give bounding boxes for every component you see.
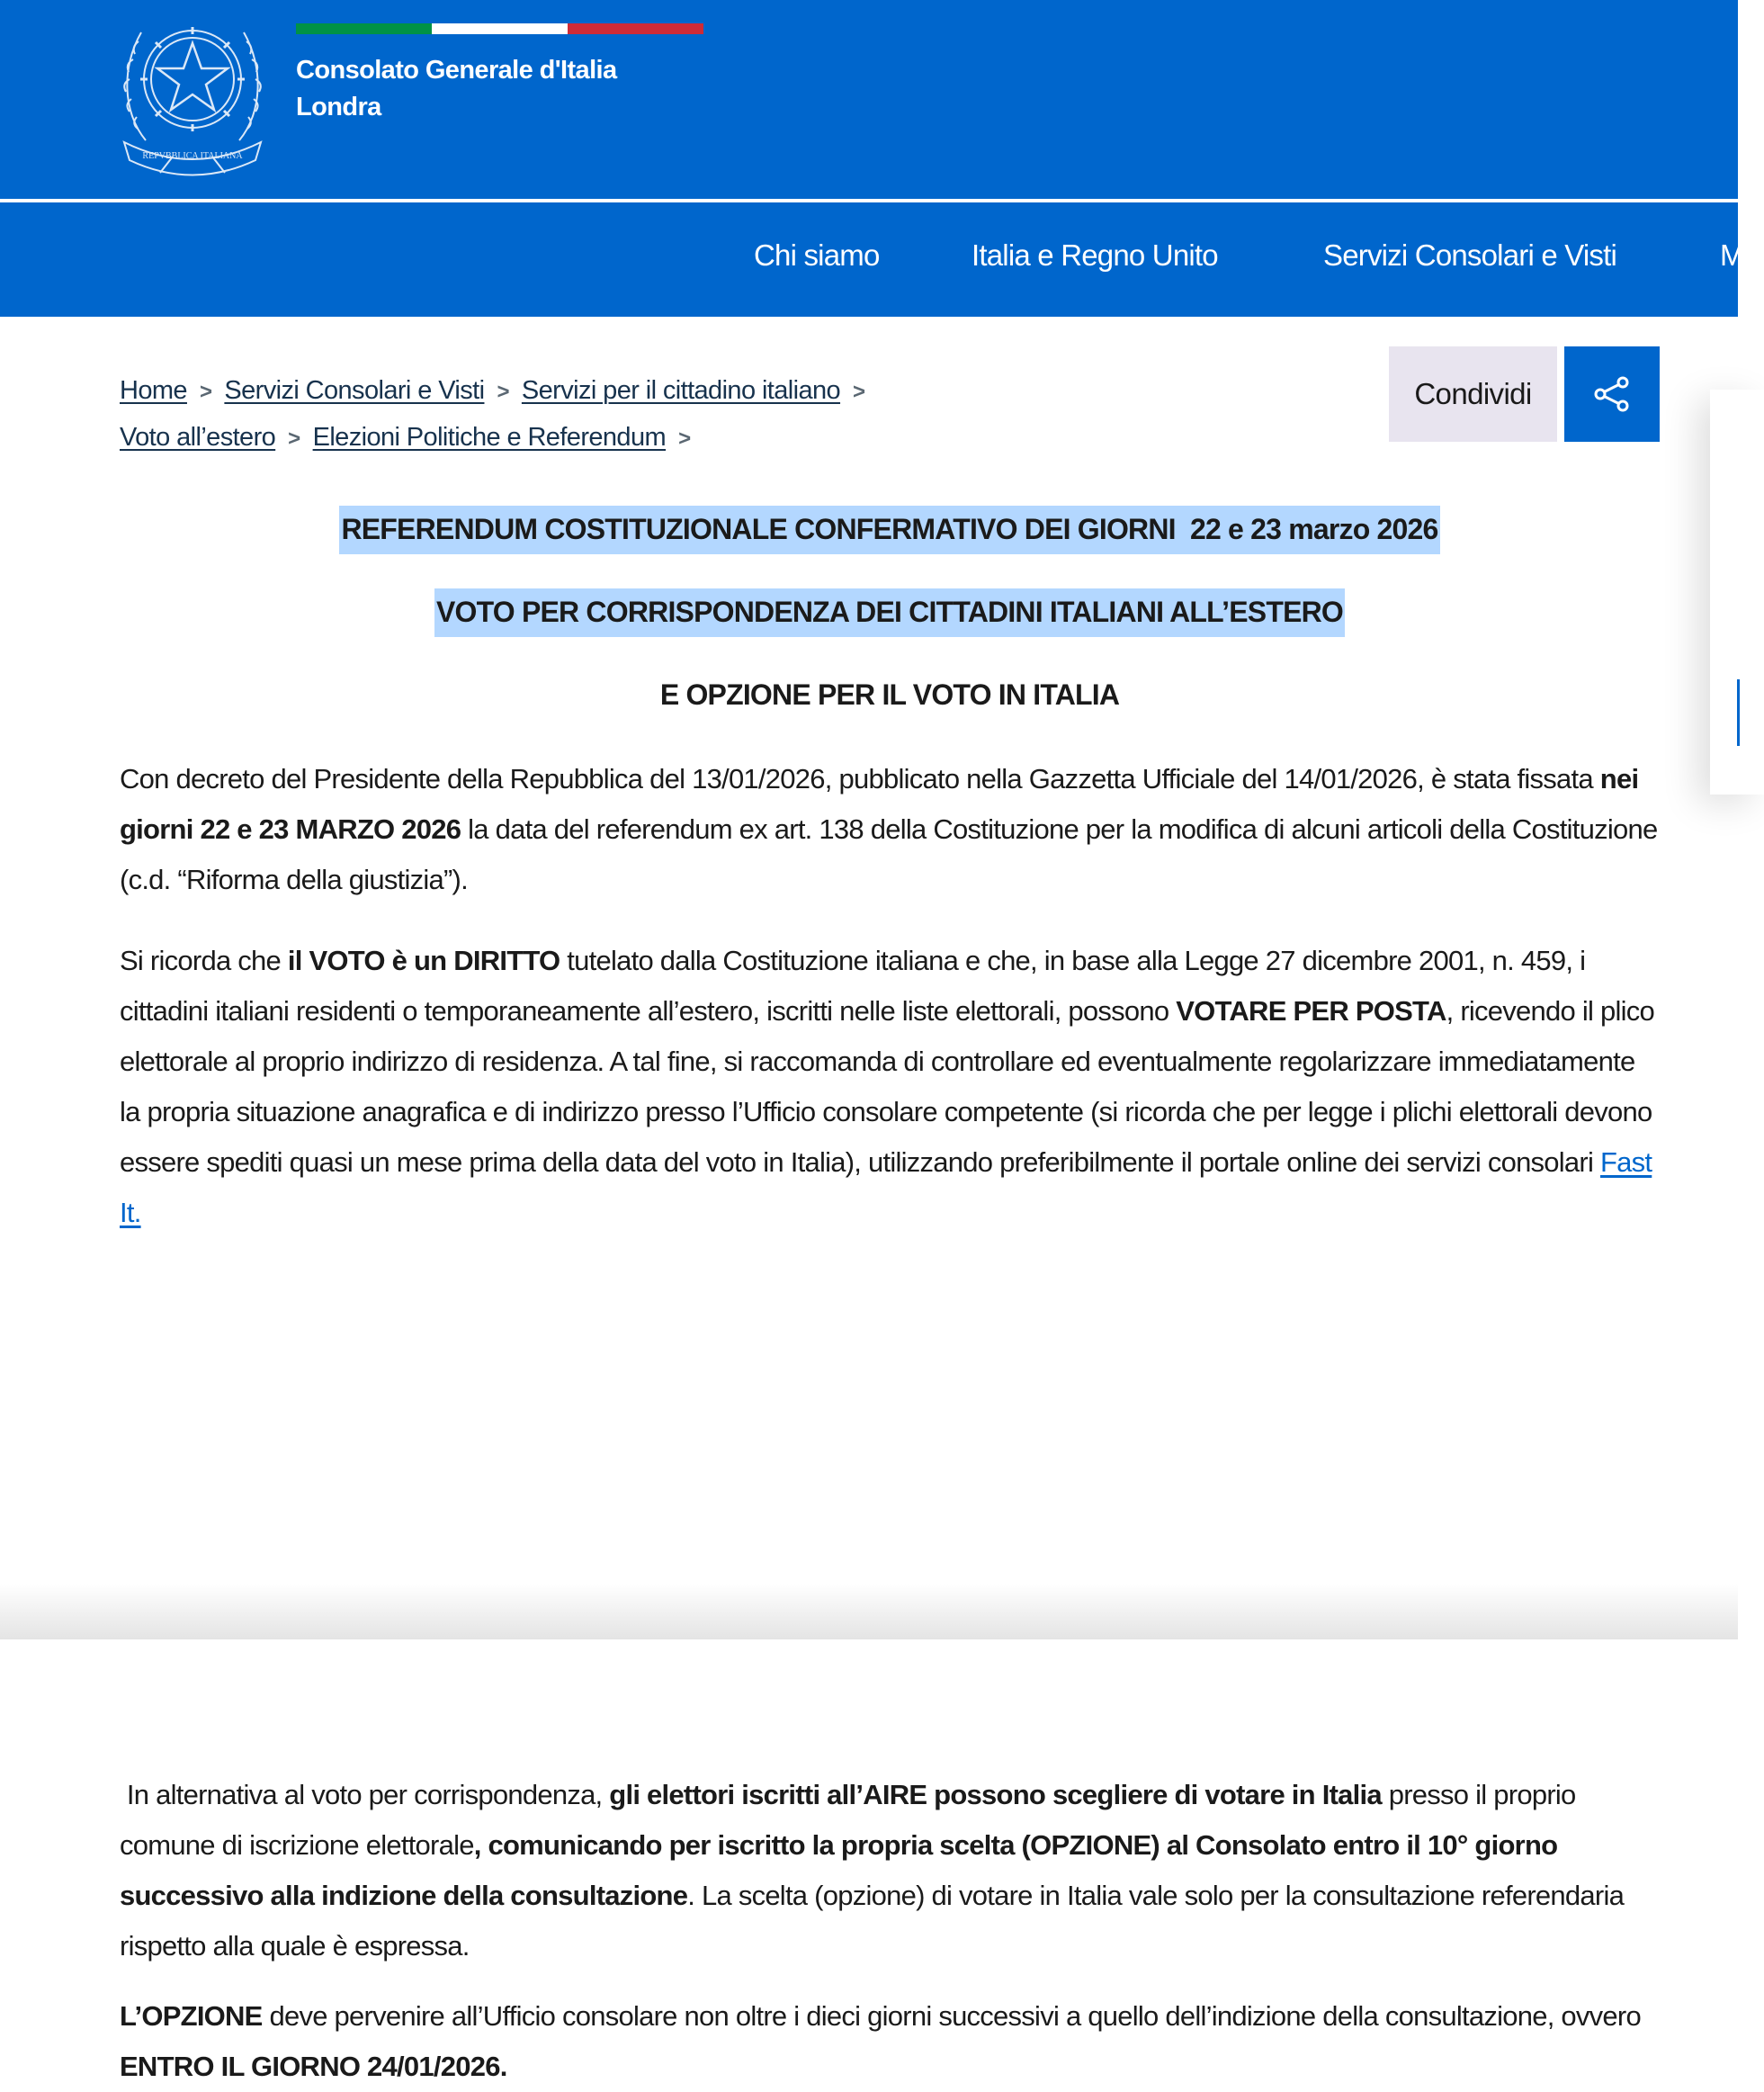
text: tutelato dalla Costituzione italiana e che, in base alla Legge 27 dicembre 2001, n. 459, i cittadini italiani residenti o temporaneamente all’estero, iscritti nelle liste elettorali, possono bbox=[120, 945, 1586, 1027]
nav-item-italia-regno-unito[interactable]: Italia e Regno Unito bbox=[972, 238, 1218, 272]
text: , ricevendo il plico elettorale al proprio indirizzo di residenza. A tal fine, si raccomanda di controllare ed eventualmente regolarizzare immediatamente la propria situazione anagrafica e di indirizzo presso l’Ufficio consolare competente (si ricorda che per legge i plichi elettorali devono essere spediti quasi un mese prima della data del voto in Italia), utilizzando preferibilmente il portale online dei servizi consolari bbox=[120, 995, 1654, 1178]
text: In alternativa al voto per corrispondenza, bbox=[120, 1779, 610, 1810]
bottom-fade bbox=[0, 1584, 1738, 1639]
share-icon bbox=[1592, 374, 1632, 414]
breadcrumb-separator: > bbox=[288, 426, 300, 451]
nav-item-chi-siamo[interactable]: Chi siamo bbox=[754, 238, 880, 272]
site-title-line1: Consolato Generale d'Italia bbox=[296, 56, 617, 85]
italian-flag-stripe bbox=[296, 23, 703, 34]
breadcrumb-servizi-consolari[interactable]: Servizi Consolari e Visti bbox=[224, 376, 485, 405]
text: Con decreto del Presidente della Repubblica del 13/01/2026, pubblicato nella Gazzetta Ufficiale del 14/01/2026, è stata fissata bbox=[120, 763, 1600, 795]
bold-text: gli elettori iscritti all’AIRE possono scegliere di votare in Italia bbox=[609, 1779, 1382, 1810]
side-panel-accent bbox=[1737, 679, 1740, 746]
breadcrumb-voto-estero[interactable]: Voto all’estero bbox=[120, 423, 276, 452]
flag-green bbox=[296, 23, 432, 34]
breadcrumb-servizi-cittadino[interactable]: Servizi per il cittadino italiano bbox=[521, 376, 841, 405]
bold-text: il VOTO è un DIRITTO bbox=[287, 945, 560, 976]
breadcrumb-home[interactable]: Home bbox=[120, 376, 187, 405]
site-title-line2: Londra bbox=[296, 93, 381, 121]
republic-emblem-logo[interactable] bbox=[119, 5, 266, 175]
text: . La scelta (opzione) di votare in Italia vale solo per la consultazione referendaria rispetto alla quale è espressa. bbox=[120, 1880, 1631, 1962]
flag-white bbox=[432, 23, 568, 34]
breadcrumb-separator: > bbox=[497, 380, 509, 404]
paragraph-alternativa bbox=[120, 1770, 1660, 1971]
breadcrumb-elezioni[interactable]: Elezioni Politiche e Referendum bbox=[312, 423, 667, 452]
text: Si ricorda che bbox=[120, 945, 288, 976]
share-label[interactable]: Condividi bbox=[1389, 346, 1557, 442]
text: deve pervenire all’Ufficio consolare non oltre i dieci giorni successivi a quello dell’indizione della consultazione, ovvero bbox=[262, 2000, 1641, 2032]
paragraph-decreto bbox=[120, 754, 1660, 905]
emblem-icon bbox=[119, 5, 266, 175]
heading-highlight: REFERENDUM COSTITUZIONALE CONFERMATIVO DEI GIORNI 22 e 23 marzo 2026 bbox=[339, 506, 1439, 554]
text: la data del referendum ex art. 138 della Costituzione per la modifica di alcuni articoli della Costituzione (c.d. “Riforma della giustizia”). bbox=[120, 813, 1658, 895]
article-heading-voto-corrispondenza bbox=[120, 582, 1660, 642]
nav-item-servizi-consolari[interactable]: Servizi Consolari e Visti bbox=[1323, 238, 1617, 272]
breadcrumb-separator: > bbox=[853, 380, 865, 404]
bold-text: VOTARE PER POSTA bbox=[1176, 995, 1446, 1027]
article-heading-opzione: E OPZIONE PER IL VOTO IN ITALIA bbox=[659, 678, 1120, 711]
floating-side-panel[interactable] bbox=[1710, 390, 1764, 795]
bold-text: , comunicando per iscritto la propria scelta (OPZIONE) al Consolato entro il 10° giorno successivo alla indizione della consultazione bbox=[120, 1829, 1565, 1911]
flag-red bbox=[568, 23, 703, 34]
text: presso il proprio comune di iscrizione elettorale bbox=[120, 1779, 1583, 1861]
bold-text: L’OPZIONE bbox=[120, 2000, 263, 2032]
nav-item-more[interactable]: M bbox=[1720, 238, 1744, 272]
bold-text: ENTRO IL GIORNO 24/01/2026. bbox=[120, 2051, 507, 2082]
heading-highlight: VOTO PER CORRISPONDENZA DEI CITTADINI ITALIANI ALL’ESTERO bbox=[434, 588, 1345, 637]
paragraph-diritto-voto bbox=[120, 936, 1660, 1238]
site-title[interactable] bbox=[296, 52, 617, 126]
fast-it-link[interactable]: Fast It. bbox=[120, 1146, 1652, 1228]
site-header bbox=[0, 0, 1738, 199]
main-nav bbox=[0, 202, 1744, 317]
breadcrumb bbox=[120, 367, 1019, 461]
article-heading-referendum bbox=[120, 499, 1660, 559]
bold-text: nei giorni 22 e 23 MARZO 2026 bbox=[120, 763, 1639, 845]
share-button[interactable] bbox=[1564, 346, 1660, 442]
breadcrumb-separator: > bbox=[678, 426, 691, 451]
breadcrumb-separator: > bbox=[199, 380, 212, 404]
emblem-text: REPVBBLICA ITALIANA bbox=[142, 151, 243, 161]
paragraph-opzione bbox=[120, 1991, 1660, 2092]
